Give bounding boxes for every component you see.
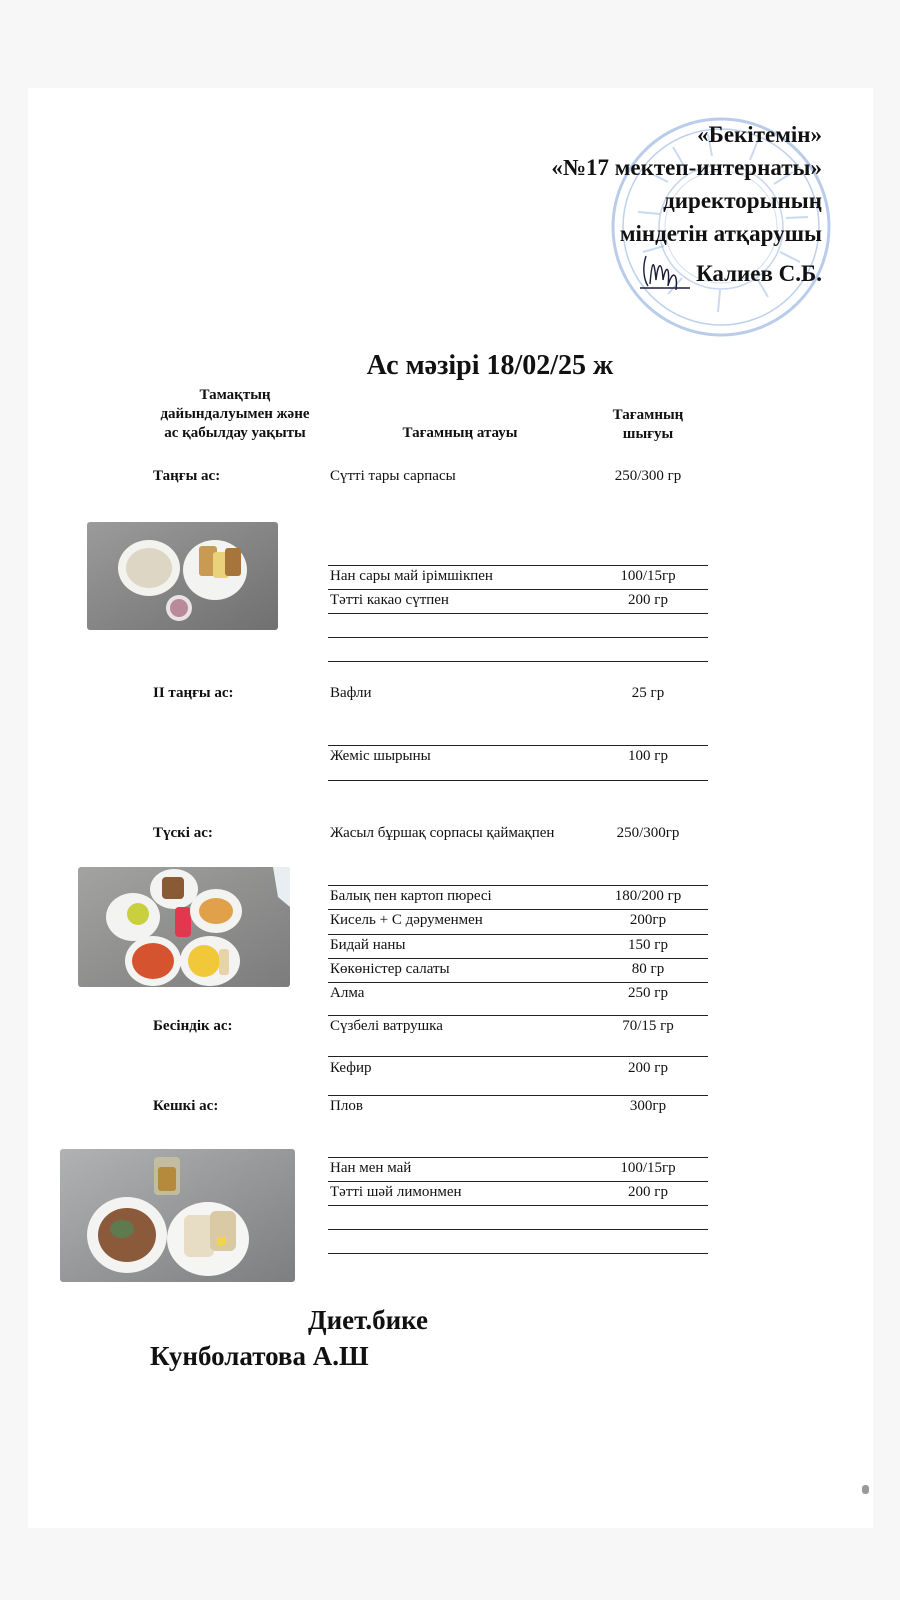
dish-amount: 200 гр (628, 592, 668, 608)
dish-name: Жеміс шырыны (330, 748, 431, 764)
header-amount-line-2: шығуы (622, 426, 674, 442)
signature-role: Диет.бике (308, 1305, 429, 1335)
dish-name: Балық пен картоп пюресі (330, 888, 492, 904)
dish-amount: 180/200 гр (614, 888, 682, 904)
dish-amount: 250/300гр (616, 825, 680, 841)
header-time-line-2: дайындалуымен және (160, 406, 310, 422)
dish-name: Вафли (330, 685, 372, 701)
dish-name: Бидай наны (330, 937, 406, 953)
table-rule (328, 1056, 708, 1057)
dish-amount: 200 гр (628, 1060, 668, 1076)
meal-label-breakfast: Таңғы ас: (153, 468, 221, 484)
approval-line-1: «Бекітемін» (697, 122, 822, 147)
table-rule (328, 613, 708, 614)
meal-label-snack: Бесіндік ас: (153, 1018, 233, 1034)
approval-line-5 (551, 250, 822, 301)
dish-amount: 200гр (629, 912, 667, 928)
column-header-time (140, 386, 330, 443)
dish-amount: 150 гр (628, 937, 668, 953)
dish-amount: 80 гр (631, 961, 665, 977)
table-rule (328, 1157, 708, 1158)
table-rule (328, 637, 708, 638)
dish-name: Плов (330, 1098, 363, 1114)
dish-amount: 300гр (629, 1098, 667, 1114)
dish-name: Тәтті какао сүтпен (330, 592, 449, 608)
header-time-line-1: Тамақтың (199, 387, 271, 403)
approval-line-2: «№17 мектеп-интернаты» (551, 155, 822, 180)
table-rule (328, 1229, 708, 1230)
table-rule (328, 1253, 708, 1254)
meal-label-second-breakfast: ІІ таңғы ас: (153, 685, 234, 701)
dish-name: Нан мен май (330, 1160, 412, 1176)
meal-label-dinner: Кешкі ас: (153, 1098, 219, 1114)
dish-name: Көкөністер салаты (330, 961, 450, 977)
dish-name: Нан сары май ірімшікпен (330, 568, 493, 584)
dish-amount: 100/15гр (620, 568, 676, 584)
approval-line-3: директорының (663, 188, 822, 213)
dish-name: Сүтті тары сарпасы (330, 468, 456, 484)
dish-name: Кисель + С дәруменмен (330, 912, 483, 928)
table-rule (328, 565, 708, 566)
dish-amount: 100 гр (628, 748, 668, 764)
column-header-amount (588, 406, 708, 444)
table-rule (328, 1095, 708, 1096)
breakfast-photo (87, 522, 278, 630)
column-header-dish: Тағамның атауы (402, 425, 518, 441)
table-rule (328, 589, 708, 590)
approval-line-4: міндетін атқарушы (619, 221, 822, 246)
approval-block (551, 118, 822, 301)
dinner-photo (60, 1149, 295, 1282)
corner-mark (862, 1485, 869, 1494)
table-rule (328, 909, 708, 910)
dish-amount: 250 гр (628, 985, 668, 1001)
header-amount-line-1: Тағамның (612, 407, 684, 423)
lunch-photo (78, 867, 290, 987)
dish-amount: 250/300 гр (614, 468, 682, 484)
signature-name: Кунболатова А.Ш (150, 1341, 369, 1371)
table-rule (328, 982, 708, 983)
table-rule (328, 958, 708, 959)
table-rule (328, 885, 708, 886)
dish-name: Тәтті шәй лимонмен (330, 1184, 462, 1200)
table-rule (328, 1181, 708, 1182)
page-title: Ас мәзірі 18/02/25 ж (366, 350, 614, 381)
dish-amount: 200 гр (628, 1184, 668, 1200)
table-rule (328, 661, 708, 662)
dish-name: Кефир (330, 1060, 372, 1076)
director-name: Калиев С.Б. (696, 260, 822, 286)
dish-amount: 25 гр (631, 685, 665, 701)
header-time-line-3: ас қабылдау уақыты (164, 425, 306, 441)
dish-amount: 70/15 гр (622, 1018, 674, 1034)
dish-name: Алма (330, 985, 365, 1001)
table-rule (328, 1205, 708, 1206)
table-rule (328, 1015, 708, 1016)
dish-name: Сүзбелі ватрушка (330, 1018, 443, 1034)
table-rule (328, 745, 708, 746)
dish-name: Жасыл бұршақ сорпасы қаймақпен (330, 825, 555, 841)
table-rule (328, 934, 708, 935)
meal-label-lunch: Түскі ас: (153, 825, 213, 841)
table-rule (328, 780, 708, 781)
dish-amount: 100/15гр (620, 1160, 676, 1176)
director-signature-icon (632, 250, 692, 301)
